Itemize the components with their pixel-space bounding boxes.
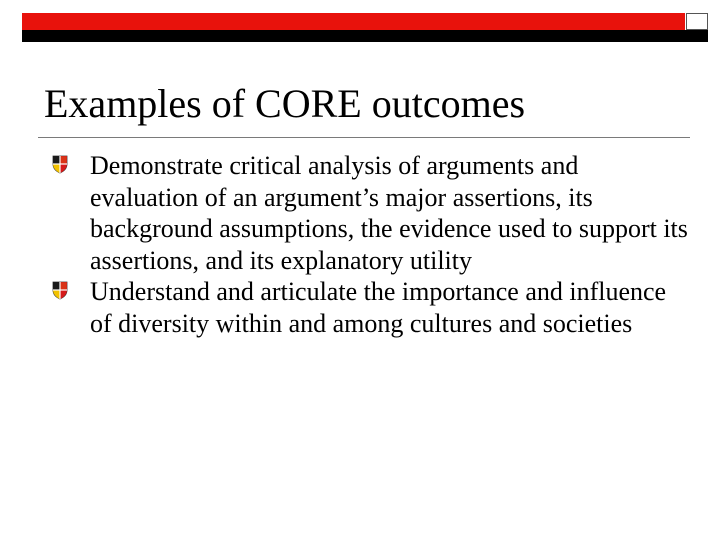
header-black-bar (22, 30, 708, 42)
bullet-text: Understand and articulate the importance and influence of diversity within and among cultures and societies (90, 277, 667, 338)
bullet-item (50, 150, 690, 276)
slide-title: Examples of CORE outcomes (44, 81, 526, 126)
title-divider (38, 137, 690, 138)
bullet-item (50, 276, 690, 339)
bullet-list (50, 150, 690, 339)
header-corner-square (686, 13, 708, 30)
header-accent-bar (22, 13, 685, 30)
bullet-text: Demonstrate critical analysis of arguments and evaluation of an argument’s major assertions, its background assumptions, the evidence used to support its assertions, and its explanatory utility (90, 151, 688, 275)
university-shield-icon (50, 280, 70, 300)
university-shield-icon (50, 154, 70, 174)
